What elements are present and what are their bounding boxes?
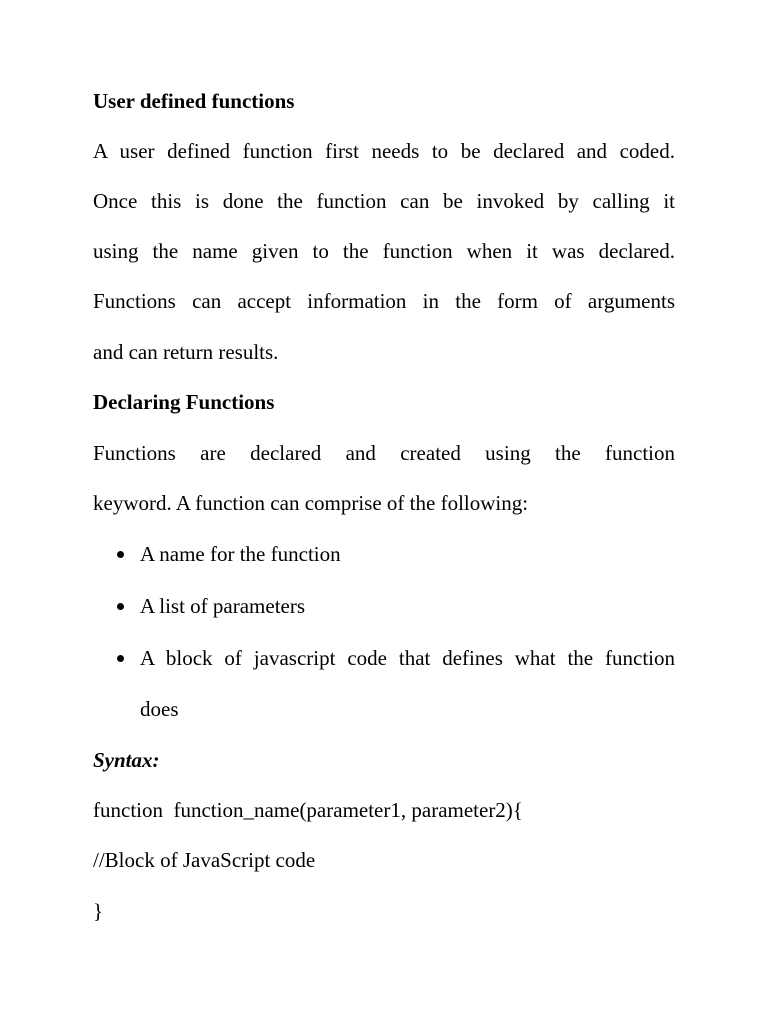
- paragraph2-line-1: Functions are declared and created using the function: [93, 441, 675, 465]
- heading-user-defined-functions: User defined functions: [93, 89, 295, 113]
- paragraph-line-5: and can return results.: [93, 340, 279, 364]
- list-item-code-block: A block of javascript code that defines what the function: [140, 646, 675, 670]
- list-item-name: A name for the function: [140, 542, 341, 566]
- paragraph-line-2: Once this is done the function can be invoked by calling it: [93, 189, 675, 213]
- paragraph-line-1: A user defined function first needs to be declared and coded.: [93, 139, 675, 163]
- heading-declaring-functions: Declaring Functions: [93, 390, 275, 414]
- bullet-icon: [117, 551, 124, 558]
- code-line-1: function function_name(parameter1, parameter2){: [93, 798, 523, 822]
- code-line-2: //Block of JavaScript code: [93, 848, 316, 872]
- bullet-icon: [117, 655, 124, 662]
- list-item-parameters: A list of parameters: [140, 594, 306, 618]
- syntax-label: Syntax:: [93, 748, 160, 772]
- paragraph2-line-2: keyword. A function can comprise of the following:: [93, 491, 529, 515]
- code-line-3: }: [93, 899, 104, 923]
- paragraph-line-3: using the name given to the function when it was declared.: [93, 239, 675, 263]
- paragraph-line-4: Functions can accept information in the form of arguments: [93, 289, 675, 313]
- list-item-code-block-continued: does: [140, 697, 179, 721]
- bullet-icon: [117, 603, 124, 610]
